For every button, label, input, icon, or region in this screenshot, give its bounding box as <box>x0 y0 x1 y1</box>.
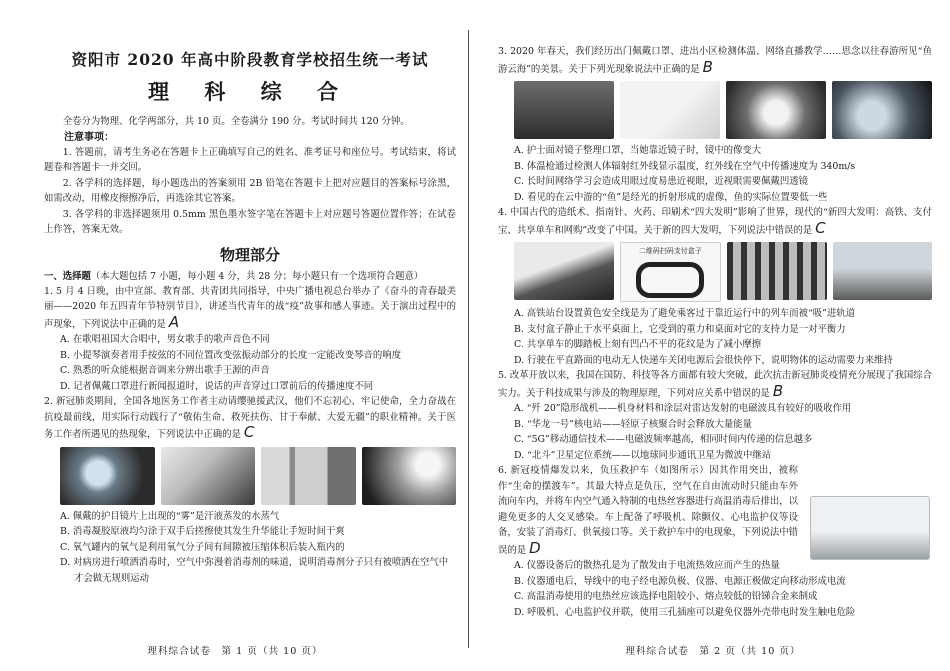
goggles-photo <box>60 447 155 505</box>
shared-bikes-photo <box>727 242 827 300</box>
question-3-handwritten-answer: B <box>702 57 713 76</box>
question-3-stem <box>498 44 932 77</box>
question-3-photos <box>514 81 932 139</box>
question-2-option-a: A. 佩戴的护目镜片上出现的“雾”是汗液蒸发的水蒸气 <box>60 510 280 522</box>
payment-box-picture <box>620 242 722 302</box>
question-4-option-d: D. 行驶在平直路面的电动无人快递车关闭电源后会很快停下，说明物体的运动需要力来维持 <box>514 354 893 366</box>
payment-box-shape <box>636 262 704 298</box>
question-6-option-d: D. 呼吸机、心电监护仪并联，使用三孔插座可以避免仪器外壳带电时发生触电危险 <box>514 606 856 618</box>
exam-title: 资阳市 2020 年高中阶段教育学校招生统一考试 <box>71 50 429 69</box>
oxygen-tank-photo <box>261 447 356 505</box>
question-1-option-b: B. 小提琴演奏者用手按弦的不同位置改变弦振动部分的长度一定能改变琴音的响度 <box>60 349 401 361</box>
question-6-option-a: A. 仪器设备后的散热孔是为了散发由于电流热效应而产生的热量 <box>514 560 780 571</box>
online-class-photo <box>726 81 826 139</box>
question-2-option-d: D. 对病房进行喷洒消毒时，空气中弥漫着消毒剂的味道，说明消毒剂分子只有被喷洒在空气中才会做无规则运动 <box>60 557 449 584</box>
high-speed-rail-photo <box>514 242 614 300</box>
question-2-handwritten-answer: C <box>243 423 255 441</box>
question-5-option-b: B. “华龙一号”核电站——轻原子核聚合时会释放大量能量 <box>514 418 753 430</box>
question-4-stem <box>498 205 932 238</box>
question-3-option-d: D. 看见的在云中游的“鱼”是经光的折射形成的虚像，鱼的实际位置要低一些 <box>514 191 828 203</box>
question-5-handwritten-answer: B <box>772 381 784 400</box>
question-4-option-b: B. 支付盒子静止于水平桌面上，它受到的重力和桌面对它的支持力是一对平衡力 <box>514 323 846 335</box>
question-3-text: 3. 2020 年春天，我们经历出门佩戴口罩、进出小区检测体温、网络直播教学……思念以往春游所见“鱼游云海”的美景。关于下列光现象说法中正确的是 <box>498 46 932 75</box>
question-2-option-b: B. 消毒凝胶原液均匀涂于双手后搓擦使其发生升华能让手短时间干爽 <box>60 526 345 537</box>
question-3-option-b: B. 体温枪通过检测人体辐射红外线显示温度，红外线在空气中传播速度为 340m/s <box>514 160 856 172</box>
question-4-handwritten-answer: C <box>815 218 826 237</box>
section-heading-rules: （本大题包括 7 小题，每小题 4 分，共 28 分；每小题只有一个选项符合题意） <box>90 270 424 282</box>
note-2: 2. 各学科的选择题，每小题选出的答案须用 2B 铅笔在答题卡上把对应题目的答案标号涂黑，如需改动，用橡皮擦擦净后，再选涂其它答案。 <box>44 177 456 204</box>
thermometer-gun-photo <box>620 81 720 139</box>
exam-intro: 全卷分为物理、化学两部分，共 10 页。全卷满分 190 分。考试时间共 120 分钟。 <box>62 116 410 127</box>
question-5-option-d: D. “北斗”卫星定位系统——以地球同步通讯卫星为微波中继站 <box>514 449 772 461</box>
question-6-option-b: B. 仪器通电后，导线中的电子经电源负极、仪器、电源正极做定向移动形成电流 <box>514 575 846 587</box>
question-1-option-a: A. 在歌唱祖国大合唱中，男女歌手的歌声音色不同 <box>60 334 270 345</box>
question-4-option-a: A. 高铁站台设置黄色安全线是为了避免乘客过于靠近运行中的列车而被“吸”进轨道 <box>514 308 856 319</box>
subject-title: 理 科 综 合 <box>148 79 352 104</box>
page-divider <box>468 30 469 648</box>
disinfect-hands-photo <box>161 447 256 505</box>
section-heading <box>44 269 456 284</box>
question-3-option-a: A. 护士面对镜子整理口罩，当她靠近镜子时，镜中的像变大 <box>514 145 762 156</box>
question-2-text: 2. 新冠肺炎期间，全国各地医务工作者主动请缨驰援武汉，他们不忘初心、牢记使命，全力奋战在抗疫最前线，用实际行动践行了“敬佑生命、救死扶伤、甘于奉献、大爱无疆”的职业精神。关于医务工作者所遇见的热现象，下列说法中正确的是 <box>44 396 456 440</box>
question-5-stem <box>498 368 932 401</box>
question-2-photos <box>60 447 456 505</box>
question-4-option-c: C. 共享单车的脚踏板上刻有凹凸不平的花纹是为了减小摩擦 <box>514 339 762 350</box>
question-5-option-c: C. “5G”移动通信技术——电磁波频率越高，相同时间内传递的信息越多 <box>514 434 813 445</box>
section-title: 物理部分 <box>219 245 280 264</box>
question-2-option-c: C. 氧气罐内的氧气是利用氧气分子间有间隙被压缩体积后装入瓶内的 <box>60 541 345 553</box>
left-page <box>0 0 470 671</box>
question-1-text: 1. 5 月 4 日晚，由中宣部、教育部、共青团共同指导，中央广播电视总台举办了《奋斗的青春最美丽——2020 年五四青年节特别节目》，讲述当代青年的战“疫”故事和感人事迹。关于演出过程中的声现象，下列说法中正确的是 <box>44 285 456 330</box>
page-1-footer: 理科综合试卷 第 1 页（共 10 页） <box>147 646 323 657</box>
question-4-text: 4. 中国古代的造纸术、指南针、火药、印刷术“四大发明”影响了世界，现代的“新四大发明：高铁、支付宝、共享单车和网购”改变了中国。关于新的四大发明，下列说法中错误的是 <box>498 207 932 236</box>
ambulance-photo <box>810 496 930 560</box>
question-1-option-d: D. 记者佩戴口罩进行新闻报道时，说话的声音穿过口罩前后的传播速度不同 <box>60 380 374 392</box>
question-1-stem <box>44 284 456 333</box>
question-6-option-c: C. 高温消毒使用的电热丝应该选择电阻较小、熔点较低的铅锑合金来制成 <box>514 591 818 602</box>
fish-in-clouds-photo <box>832 81 932 139</box>
question-4-photos <box>514 242 932 302</box>
question-5-text: 5. 改革开放以来，我国在国防、科技等各方面都有较大突破，此次抗击新冠肺炎疫情充分展现了我国综合实力。关于科技成果与涉及的物理原理，下列对应关系中错误的是 <box>498 370 932 399</box>
page-2-footer: 理科综合试卷 第 2 页（共 10 页） <box>625 646 801 657</box>
notes-heading: 注意事项： <box>64 131 114 143</box>
question-1-option-c: C. 熟悉的听众能根据音调来分辨出歌手王源的声音 <box>60 365 270 376</box>
right-page <box>476 0 950 671</box>
mask-mirror-photo <box>514 81 614 139</box>
question-6-stem <box>498 463 798 558</box>
payment-box-caption: 二维码扫码支付盒子 <box>638 247 702 255</box>
note-1: 1. 答题前，请考生务必在答题卡上正确填写自己的姓名、准考证号和座位号。考试结束，将试题卷和答题卡一并交回。 <box>44 146 456 173</box>
ward-spraying-photo <box>362 447 457 505</box>
question-1-handwritten-answer: A <box>168 312 180 331</box>
section-heading-label: 一、选择题 <box>44 270 91 282</box>
question-5-option-a: A. “歼 20”隐形战机——机身材料和涂层对雷达发射的电磁波具有较好的吸收作用 <box>514 403 852 414</box>
question-2-stem <box>44 394 456 443</box>
note-3: 3. 各学科的非选择题须用 0.5mm 黑色墨水签字笔在答题卡上对应题号答题位置作答；在试卷上作答，答案无效。 <box>44 208 456 235</box>
question-3-option-c: C. 长时间网络学习会造成用眼过度易患近视眼，近视眼需要佩戴凹透镜 <box>514 176 809 187</box>
question-6-text: 6. 新冠疫情爆发以来，负压救护车（如图所示）因其作用突出，被称作“生命的摆渡车”。其最大特点是负压，空气在自由流动时只能由车外流向车内，并将车内空气通入特制的电热丝容器进行高温消毒后排出，以避免更多的人交叉感染。车上配备了呼吸机、除颤仪、心电监护仪等设备，安装了消毒灯、供氧接口等。关于救护车中的电现象，下列说法中错误的是 <box>498 465 799 556</box>
delivery-vehicle-photo <box>833 242 933 300</box>
question-6-handwritten-answer: D <box>529 538 541 557</box>
